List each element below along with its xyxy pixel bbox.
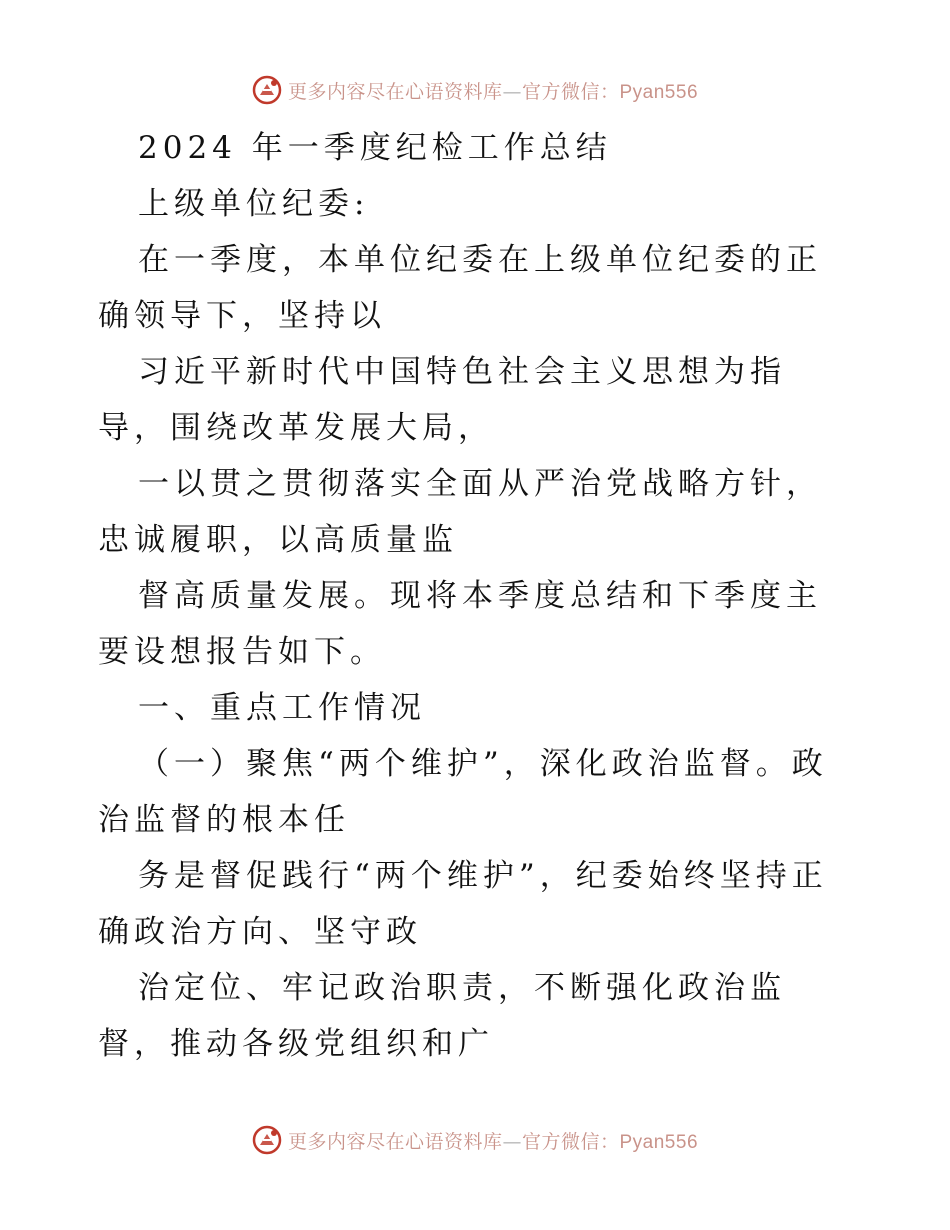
watermark-wechat-id: Pyan556	[619, 81, 699, 103]
library-logo-icon	[252, 75, 282, 105]
salutation: 上级单位纪委:	[138, 186, 370, 222]
watermark-text	[288, 1127, 698, 1154]
watermark-official: 官方微信：	[521, 80, 620, 103]
watermark-separator: —	[502, 1130, 522, 1153]
footer-watermark	[0, 1120, 950, 1160]
watermark-separator: —	[502, 80, 522, 103]
header-watermark	[0, 70, 950, 110]
body-paragraph: 习近平新时代中国特色社会主义思想为指导，围绕改革发展大局，	[98, 354, 786, 446]
body-paragraph: 治定位、牢记政治职责，不断强化政治监督，推动各级党组织和广	[98, 970, 786, 1062]
document-title: 2024 年一季度纪检工作总结	[138, 130, 612, 166]
body-paragraph: （一）聚焦“两个维护”，深化政治监督。政治监督的根本任	[98, 746, 828, 838]
document-body	[98, 120, 850, 1072]
watermark-official: 官方微信：	[521, 1130, 620, 1153]
body-paragraph: 督高质量发展。现将本季度总结和下季度主要设想报告如下。	[98, 578, 822, 670]
body-paragraph: 在一季度，本单位纪委在上级单位纪委的正确领导下，坚持以	[98, 242, 822, 334]
section-heading: 一、重点工作情况	[138, 690, 426, 726]
watermark-main: 更多内容尽在心语资料库	[287, 1130, 503, 1153]
body-paragraph: 一以贯之贯彻落实全面从严治党战略方针，忠诚履职，以高质量监	[98, 466, 822, 558]
watermark-text	[288, 77, 698, 104]
body-paragraph: 务是督促践行“两个维护”，纪委始终坚持正确政治方向、坚守政	[98, 858, 828, 950]
watermark-wechat-id: Pyan556	[619, 1131, 699, 1153]
watermark-main: 更多内容尽在心语资料库	[287, 80, 503, 103]
library-logo-icon	[252, 1125, 282, 1155]
